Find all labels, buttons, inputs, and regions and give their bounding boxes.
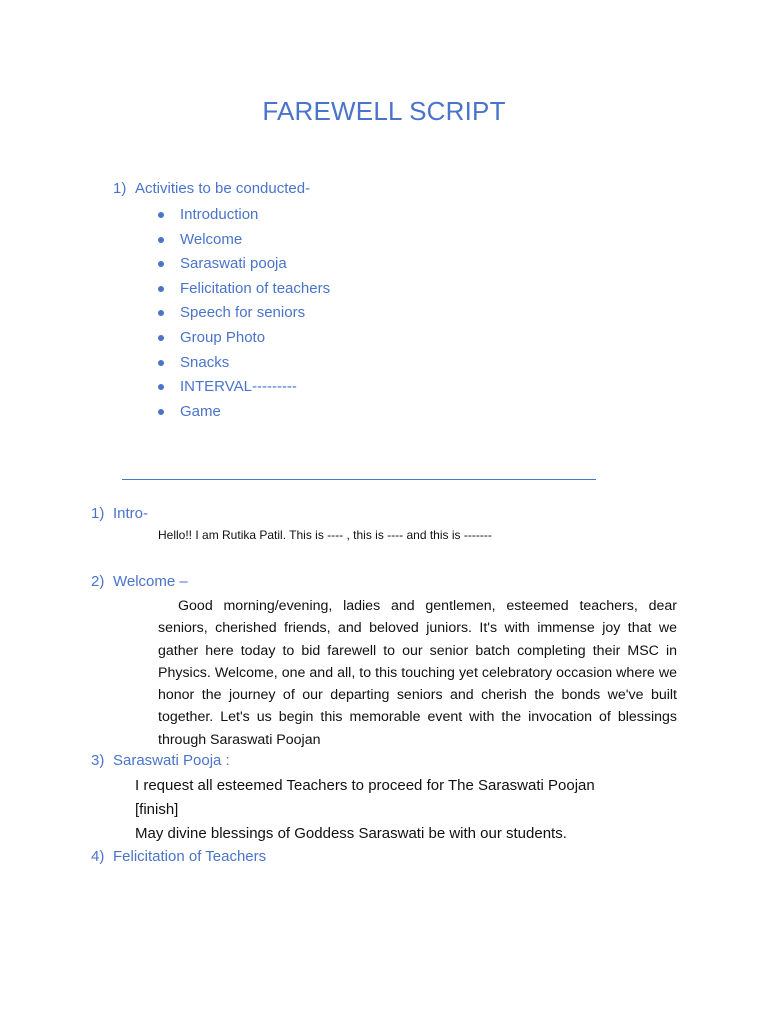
list-item-label: Saraswati pooja — [180, 255, 287, 273]
list-item — [158, 278, 330, 303]
pooja-number: 3) — [91, 752, 105, 769]
list-item — [158, 204, 330, 229]
activities-heading — [113, 180, 310, 197]
list-item-label: INTERVAL--------- — [180, 378, 297, 396]
activities-number: 1) — [113, 180, 127, 197]
list-item-label: Welcome — [180, 230, 243, 248]
bullet-icon — [158, 335, 164, 341]
list-item — [158, 229, 330, 254]
welcome-paragraph: Good morning/evening, ladies and gentlemen, esteemed teachers, dear seniors, cherished friends, and beloved juniors. It's with immense joy that we gather here today to bid farewell to our senior batch completing their MSC in Physics. Welcome, one and all, to this touching yet celebratory occasion where we honor the journey of our departing seniors and cherish the bonds we've built together. Let's us begin this memorable event with the invocation of blessings through Saraswati Poojan — [158, 598, 677, 748]
list-item-label: Group Photo — [180, 328, 266, 346]
felicitation-number: 4) — [91, 848, 105, 865]
bullet-icon — [158, 409, 164, 415]
pooja-line-2: [finish] — [135, 801, 179, 818]
activities-heading-text: Activities to be conducted- — [135, 180, 311, 197]
felicitation-heading — [91, 848, 266, 865]
welcome-heading-text: Welcome – — [113, 573, 188, 590]
list-item — [158, 352, 330, 377]
bullet-icon — [158, 310, 164, 316]
intro-heading — [91, 505, 148, 522]
welcome-heading — [91, 573, 188, 590]
list-item-label: Felicitation of teachers — [180, 279, 331, 297]
bullet-icon — [158, 286, 164, 292]
bullet-icon — [158, 261, 164, 267]
list-item — [158, 327, 330, 352]
bullet-icon — [158, 237, 164, 243]
list-item — [158, 401, 330, 426]
pooja-line-3: May divine blessings of Goddess Saraswati be with our students. — [135, 825, 567, 842]
list-item-label: Speech for seniors — [180, 304, 306, 322]
bullet-icon — [158, 212, 164, 218]
list-item — [158, 376, 330, 401]
pooja-heading — [91, 752, 230, 769]
list-item — [158, 253, 330, 278]
welcome-number: 2) — [91, 573, 105, 590]
intro-heading-text: Intro- — [113, 505, 149, 522]
list-item-label: Introduction — [180, 206, 259, 223]
pooja-line-1: I request all esteemed Teachers to proceed for The Saraswati Poojan — [135, 777, 595, 794]
activities-list — [158, 204, 330, 425]
intro-number: 1) — [91, 505, 105, 522]
list-item-label: Game — [180, 402, 221, 420]
divider-line — [122, 479, 596, 480]
bullet-icon — [158, 360, 164, 366]
pooja-heading-text: Saraswati Pooja : — [113, 752, 230, 769]
document-title: FAREWELL SCRIPT — [262, 96, 506, 126]
felicitation-heading-text: Felicitation of Teachers — [113, 848, 267, 865]
bullet-icon — [158, 384, 164, 390]
list-item-label: Snacks — [180, 353, 230, 371]
list-item — [158, 302, 330, 327]
intro-text: Hello!! I am Rutika Patil. This is ---- , this is ---- and this is ------- — [158, 528, 492, 542]
